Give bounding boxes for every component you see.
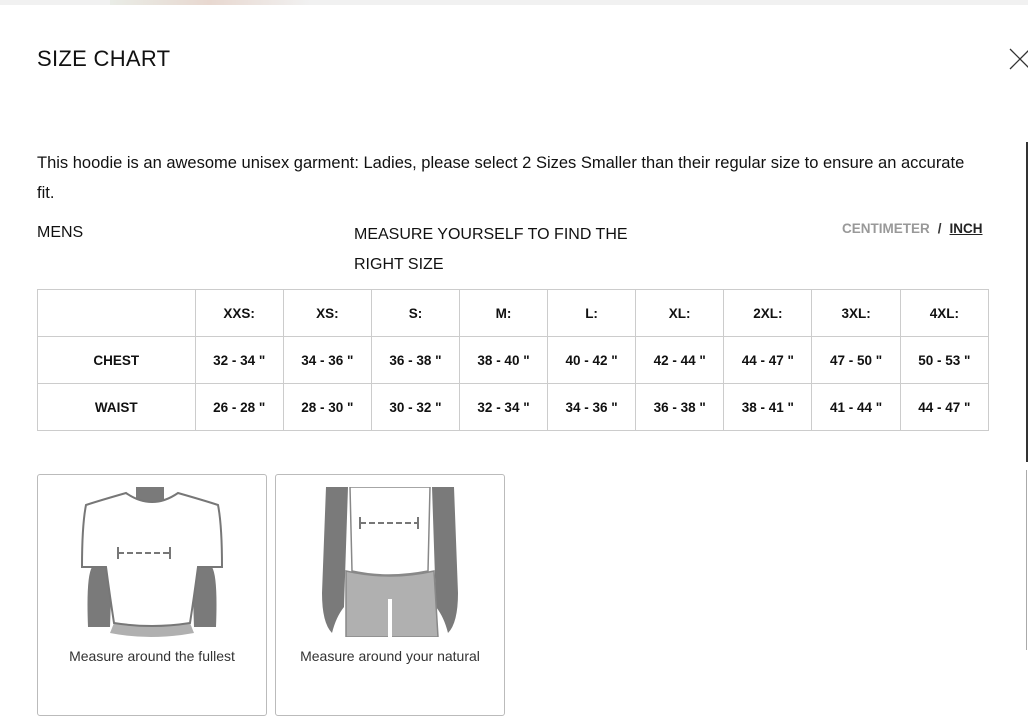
header-cell: 4XL:	[900, 290, 988, 337]
table-cell: 41 - 44 "	[812, 384, 900, 431]
header-cell: XXS:	[195, 290, 283, 337]
table-cell: 34 - 36 "	[548, 384, 636, 431]
background-image	[110, 0, 310, 5]
header-cell: 3XL:	[812, 290, 900, 337]
waist-caption: Measure around your natural	[300, 648, 480, 664]
unit-inch[interactable]: INCH	[949, 221, 983, 236]
waist-illustration	[276, 487, 504, 637]
intro-text: This hoodie is an awesome unisex garment: Ladies, please select 2 Sizes Smaller than their regular size to ensure an accurate fit.	[37, 154, 965, 202]
unit-separator: /	[937, 221, 942, 236]
table-cell: 36 - 38 "	[636, 384, 724, 431]
row-label: WAIST	[38, 384, 196, 431]
waist-measure-card	[275, 474, 505, 716]
header-cell: M:	[459, 290, 547, 337]
header-cell	[38, 290, 196, 337]
table-cell: 38 - 40 "	[459, 337, 547, 384]
close-icon[interactable]	[1008, 47, 1028, 71]
table-cell: 32 - 34 "	[195, 337, 283, 384]
table-cell: 28 - 30 "	[283, 384, 371, 431]
unit-centimeter[interactable]: CENTIMETER	[842, 221, 930, 236]
table-cell: 30 - 32 "	[371, 384, 459, 431]
chest-illustration	[38, 487, 266, 637]
section-label: MENS	[37, 224, 84, 241]
table-cell: 44 - 47 "	[724, 337, 812, 384]
scrollbar-track	[1026, 470, 1027, 650]
chest-caption: Measure around the fullest	[69, 648, 235, 664]
header-cell: XS:	[283, 290, 371, 337]
header-cell: 2XL:	[724, 290, 812, 337]
table-cell: 40 - 42 "	[548, 337, 636, 384]
unit-toggle	[842, 221, 983, 236]
table-cell: 26 - 28 "	[195, 384, 283, 431]
table-cell: 36 - 38 "	[371, 337, 459, 384]
table-cell: 44 - 47 "	[900, 384, 988, 431]
header-cell: L:	[548, 290, 636, 337]
page-title: SIZE CHART	[37, 46, 171, 71]
table-cell: 32 - 34 "	[459, 384, 547, 431]
table-cell: 42 - 44 "	[636, 337, 724, 384]
table-header-row	[38, 290, 989, 337]
table-cell: 34 - 36 "	[283, 337, 371, 384]
table-cell: 47 - 50 "	[812, 337, 900, 384]
size-table	[37, 289, 989, 431]
table-row	[38, 337, 989, 384]
header-cell: XL:	[636, 290, 724, 337]
table-cell: 38 - 41 "	[724, 384, 812, 431]
measure-heading: MEASURE YOURSELF TO FIND THE RIGHT SIZE	[354, 226, 628, 273]
table-row	[38, 384, 989, 431]
chest-measure-card	[37, 474, 267, 716]
header-cell: S:	[371, 290, 459, 337]
background-page-strip	[0, 0, 1028, 5]
table-cell: 50 - 53 "	[900, 337, 988, 384]
row-label: CHEST	[38, 337, 196, 384]
